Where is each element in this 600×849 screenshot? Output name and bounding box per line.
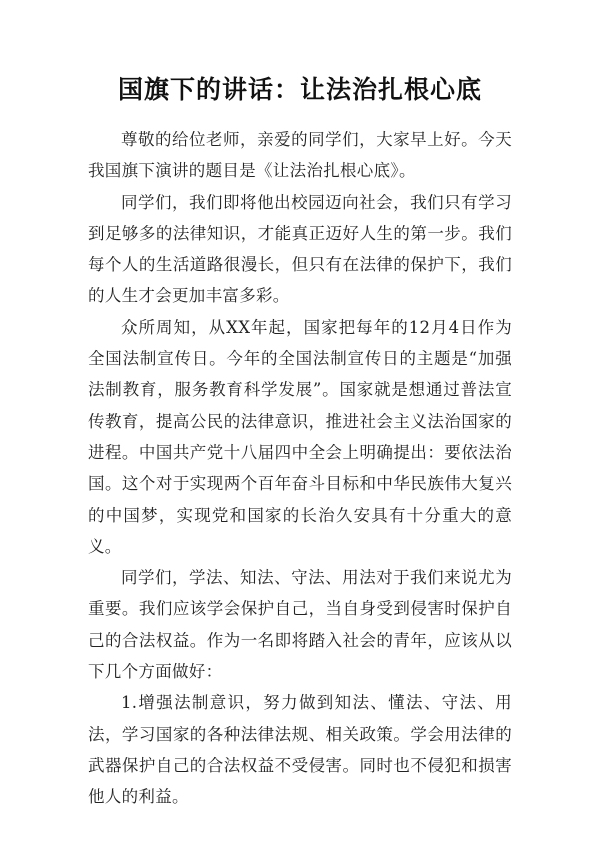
paragraph-point-1: 1.增强法制意识，努力做到知法、懂法、守法、用法，学习国家的各种法律法规、相关政策。学会用法律的武器保护自己的合法权益不受侵害。同时也不侵犯和损害他人的利益。 xyxy=(88,693,512,807)
document-title: 国旗下的讲话：让法治扎根心底 xyxy=(117,75,482,104)
paragraph-greeting: 尊敬的给位老师，亲爱的同学们，大家早上好。今天我国旗下演讲的题目是《让法治扎根心底》。 xyxy=(88,130,512,181)
paragraph-legal-day: 众所周知，从XX年起，国家把每年的12月4日作为全国法制宣传日。今年的全国法制宣传日的主题是“加强法制教育，服务教育科学发展”。国家就是想通过普法宣传教育，提高公民的法律意识，推进社会主义法治国家的进程。中国共产党十八届四中全会上明确提出：要依法治国。这个对于实现两个百年奋斗目标和中华民族伟大复兴的中国梦，实现党和国家的长治久安具有十分重大的意义。 xyxy=(88,317,512,556)
paragraph-intro: 同学们，我们即将他出校园迈向社会，我们只有学习到足够多的法律知识，才能真正迈好人生的第一步。我们每个人的生活道路很漫长，但只有在法律的保护下，我们的人生才会更加丰富多彩。 xyxy=(88,192,512,306)
paragraph-importance: 同学们，学法、知法、守法、用法对于我们来说尤为重要。我们应该学会保护自己，当自身受到侵害时保护自己的合法权益。作为一名即将踏入社会的青年，应该从以下几个方面做好： xyxy=(88,568,512,682)
document-body xyxy=(88,124,512,813)
